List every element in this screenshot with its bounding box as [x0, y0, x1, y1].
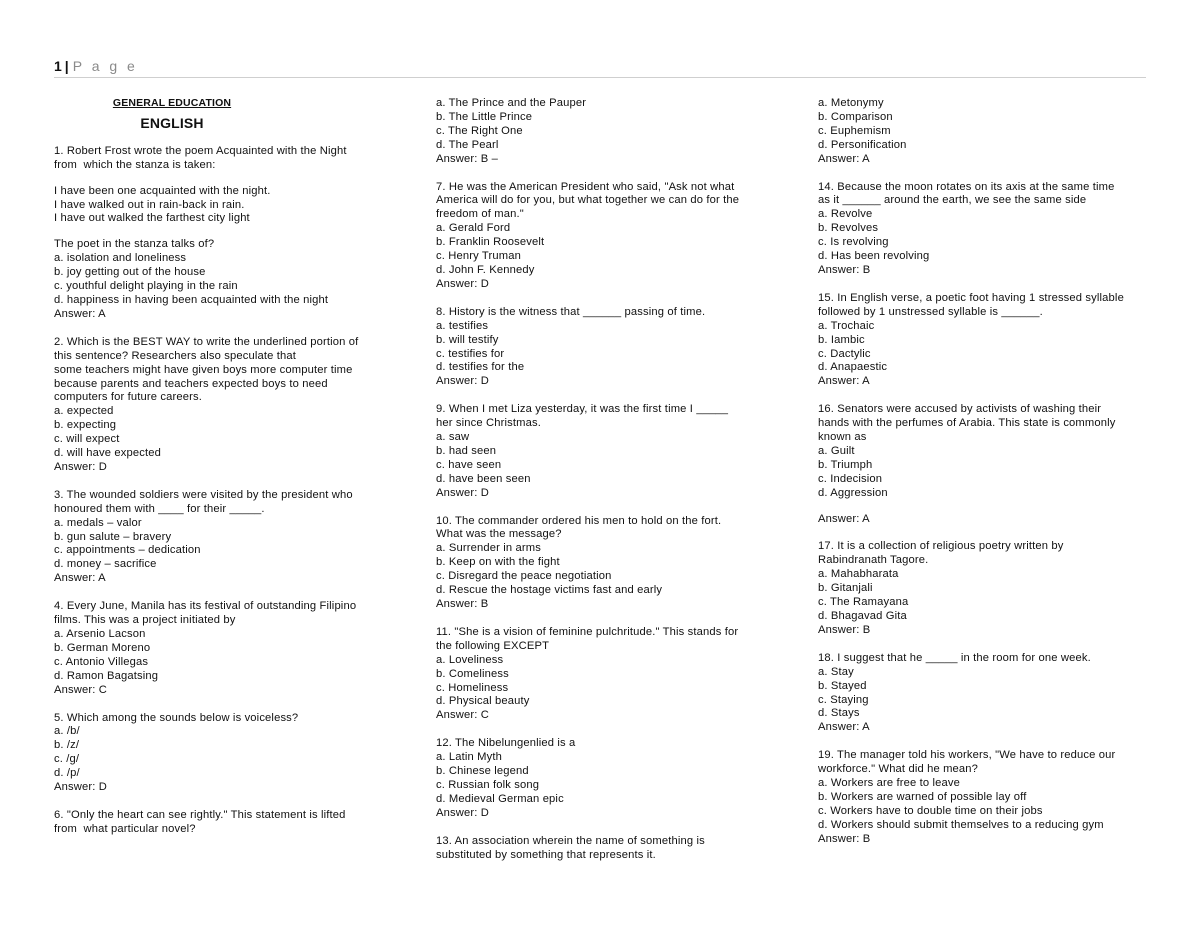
poem-stanza [54, 185, 384, 227]
answer-key: Answer: D [436, 806, 489, 819]
question-text: 1. Robert Frost wrote the poem Acquainted with the Night [54, 144, 347, 157]
answer-option: d. Ramon Bagatsing [54, 669, 159, 682]
answer-option: b. /z/ [54, 739, 80, 752]
answer-option: b. Franklin Roosevelt [436, 236, 545, 249]
answer-option: b. The Little Prince [436, 110, 533, 123]
question-text: computers for future careers. [54, 391, 202, 404]
poem-line: I have out walked the farthest city light [54, 212, 250, 225]
answer-key: Answer: D [436, 486, 489, 499]
answer-option: b. Comparison [818, 110, 893, 123]
question-6-stem [54, 809, 384, 837]
answer-option: a. Arsenio Lacson [54, 628, 146, 640]
question-text: this sentence? Researchers also speculate that [54, 349, 296, 362]
answer-key: Answer: A [818, 721, 870, 734]
question-text: from what particular novel? [54, 822, 196, 835]
answer-option: c. Antonio Villegas [54, 655, 149, 668]
question-text: 6. "Only the heart can see rightly." This statement is lifted [54, 808, 346, 821]
answer-key: Answer: D [436, 375, 489, 388]
question-8 [436, 306, 776, 389]
poem-line: I have been one acquainted with the night. [54, 184, 271, 197]
answer-option: a. /b/ [54, 725, 80, 738]
question-9 [436, 403, 776, 500]
answer-option: b. joy getting out of the house [54, 266, 206, 279]
answer-option: b. Iambic [818, 333, 865, 346]
answer-option: d. have been seen [436, 472, 531, 485]
answer-option: d. John F. Kennedy [436, 263, 535, 276]
question-text: 18. I suggest that he _____ in the room for one week. [818, 651, 1091, 664]
question-6-options [436, 97, 776, 167]
question-13-options [818, 97, 1148, 167]
answer-option: c. Disregard the peace negotiation [436, 570, 612, 583]
question-text: 13. An association wherein the name of something is [436, 834, 705, 847]
question-text: 9. When I met Liza yesterday, it was the first time I _____ [436, 403, 729, 416]
answer-option: a. saw [436, 431, 470, 444]
answer-option: d. Has been revolving [818, 250, 930, 263]
column-1 [54, 97, 384, 851]
question-text: 2. Which is the BEST WAY to write the underlined portion of [54, 335, 359, 348]
answer-option: d. Personification [818, 138, 907, 151]
answer-option: c. have seen [436, 458, 502, 471]
question-11 [436, 626, 776, 723]
answer-option: c. youthful delight playing in the rain [54, 280, 238, 293]
question-15 [818, 292, 1148, 389]
answer-key: Answer: B – [436, 152, 498, 165]
question-text: workforce." What did he mean? [818, 763, 979, 776]
answer-option: a. medals – valor [54, 516, 142, 529]
page-number: 1 [54, 58, 62, 74]
question-text: substituted by something that represents it. [436, 848, 656, 861]
question-text: films. This was a project initiated by [54, 614, 236, 627]
answer-option: a. Stay [818, 665, 854, 678]
answer-option: a. expected [54, 405, 114, 418]
question-prompt: The poet in the stanza talks of? [54, 238, 215, 251]
question-text: 4. Every June, Manila has its festival of outstanding Filipino [54, 600, 357, 613]
question-text: Rabindranath Tagore. [818, 554, 929, 567]
answer-option: a. The Prince and the Pauper [436, 97, 587, 109]
column-3 [818, 97, 1148, 861]
question-text: freedom of man." [436, 208, 524, 221]
question-text: as it ______ around the earth, we see the same side [818, 194, 1087, 207]
answer-option: d. Physical beauty [436, 695, 530, 708]
question-text: hands with the perfumes of Arabia. This state is commonly [818, 417, 1116, 430]
answer-key: Answer: B [818, 263, 871, 276]
question-text: known as [818, 431, 867, 444]
answer-key: Answer: A [818, 152, 870, 165]
answer-option: a. Metonymy [818, 97, 884, 109]
question-14 [818, 181, 1148, 278]
answer-option: b. Keep on with the fight [436, 556, 560, 569]
answer-option: b. expecting [54, 419, 117, 432]
question-1 [54, 145, 384, 322]
answer-option: b. Stayed [818, 679, 867, 692]
answer-option: c. Henry Truman [436, 250, 521, 263]
column-2 [436, 97, 776, 877]
answer-option: b. Workers are warned of possible lay off [818, 790, 1027, 803]
answer-key: Answer: D [436, 277, 489, 290]
answer-key: Answer: A [818, 512, 870, 525]
question-10 [436, 515, 776, 612]
answer-option: a. Loveliness [436, 653, 504, 666]
subject-title: ENGLISH [140, 114, 204, 131]
answer-option: c. Russian folk song [436, 778, 540, 791]
answer-option: c. testifies for [436, 347, 505, 360]
answer-key: Answer: A [54, 307, 106, 320]
answer-option: b. had seen [436, 444, 497, 457]
question-text: 12. The Nibelungenlied is a [436, 737, 576, 750]
answer-option: c. Euphemism [818, 124, 891, 137]
answer-option: a. Surrender in arms [436, 542, 541, 555]
answer-key: Answer: D [54, 460, 107, 473]
question-text: 8. History is the witness that ______ passing of time. [436, 305, 706, 318]
answer-option: c. Is revolving [818, 236, 889, 249]
answer-key: Answer: B [818, 623, 871, 636]
question-text: America will do for you, but what together we can do for the [436, 194, 740, 207]
answer-key: Answer: B [818, 832, 871, 845]
answer-option: c. will expect [54, 433, 120, 446]
answer-option: b. Triumph [818, 458, 873, 471]
question-16 [818, 403, 1148, 526]
answer-option: d. testifies for the [436, 361, 525, 374]
question-text: 17. It is a collection of religious poetry written by [818, 540, 1064, 553]
question-19 [818, 749, 1148, 846]
question-2 [54, 336, 384, 475]
question-12 [436, 737, 776, 820]
answer-option: d. happiness in having been acquainted with the night [54, 293, 329, 306]
answer-option: c. appointments – dedication [54, 544, 201, 557]
poem-line: I have walked out in rain-back in rain. [54, 198, 245, 211]
answer-option: a. Guilt [818, 444, 855, 457]
answer-option: d. will have expected [54, 447, 162, 460]
question-text: 14. Because the moon rotates on its axis at the same time [818, 180, 1115, 193]
question-text: from which the stanza is taken: [54, 158, 216, 171]
question-text: the following EXCEPT [436, 639, 550, 652]
answer-key: Answer: D [54, 781, 107, 794]
answer-option: c. Homeliness [436, 681, 509, 694]
answer-option: c. /g/ [54, 753, 80, 766]
answer-option: c. Indecision [818, 472, 883, 485]
answer-key: Answer: C [436, 709, 489, 722]
answer-option: c. The Ramayana [818, 596, 909, 609]
question-text: What was the message? [436, 528, 562, 541]
answer-option: a. Latin Myth [436, 751, 502, 764]
answer-option: b. German Moreno [54, 641, 151, 654]
answer-key: Answer: A [818, 375, 870, 388]
answer-option: d. The Pearl [436, 138, 499, 151]
answer-key: Answer: A [54, 572, 106, 585]
answer-option: d. Rescue the hostage victims fast and early [436, 584, 663, 597]
question-text: 3. The wounded soldiers were visited by the president who [54, 488, 353, 501]
page-header [54, 57, 1146, 78]
answer-option: a. Revolve [818, 208, 873, 221]
answer-option: b. Revolves [818, 222, 879, 235]
answer-option: c. Staying [818, 693, 869, 706]
section-heading: GENERAL EDUCATION [112, 97, 232, 109]
page-separator: | [64, 58, 69, 74]
question-text: 16. Senators were accused by activists of washing their [818, 403, 1102, 416]
question-text: followed by 1 unstressed syllable is ______. [818, 305, 1043, 318]
answer-option: d. Stays [818, 707, 860, 720]
question-text: some teachers might have given boys more computer time [54, 363, 353, 376]
answer-option: d. Medieval German epic [436, 792, 564, 805]
answer-option: c. Workers have to double time on their jobs [818, 804, 1043, 817]
question-5 [54, 712, 384, 795]
question-text: 11. "She is a vision of feminine pulchritude." This stands for [436, 625, 739, 638]
answer-option: b. will testify [436, 333, 499, 346]
answer-option: c. Dactylic [818, 347, 871, 360]
answer-option: a. Workers are free to leave [818, 777, 961, 790]
question-3 [54, 489, 384, 586]
question-text: because parents and teachers expected boys to need [54, 377, 328, 390]
answer-option: b. Gitanjali [818, 582, 873, 595]
answer-option: a. isolation and loneliness [54, 252, 187, 265]
answer-option: b. Comeliness [436, 667, 509, 680]
answer-option: d. Workers should submit themselves to a reducing gym [818, 818, 1104, 831]
answer-option: d. Bhagavad Gita [818, 610, 907, 622]
question-7 [436, 181, 776, 292]
answer-option: a. testifies [436, 319, 489, 332]
answer-option: d. Anapaestic [818, 361, 888, 374]
answer-option: c. The Right One [436, 124, 523, 137]
answer-option: d. /p/ [54, 767, 80, 780]
question-text: her since Christmas. [436, 417, 541, 430]
question-text: honoured them with ____ for their _____. [54, 502, 265, 515]
answer-option: b. Chinese legend [436, 765, 529, 778]
question-13-stem [436, 835, 776, 863]
answer-option: a. Gerald Ford [436, 222, 511, 235]
answer-key: Answer: B [436, 598, 489, 610]
answer-option: a. Trochaic [818, 319, 875, 332]
answer-option: d. Aggression [818, 486, 888, 499]
question-17 [818, 540, 1148, 637]
answer-option: d. money – sacrifice [54, 558, 157, 571]
page-label: P a g e [72, 58, 138, 74]
question-18 [818, 652, 1148, 735]
answer-option: b. gun salute – bravery [54, 530, 172, 543]
question-text: 5. Which among the sounds below is voiceless? [54, 711, 299, 724]
question-text: 7. He was the American President who said, "Ask not what [436, 180, 735, 193]
question-text: 15. In English verse, a poetic foot having 1 stressed syllable [818, 291, 1124, 304]
answer-option: a. Mahabharata [818, 568, 899, 581]
question-4 [54, 600, 384, 697]
question-text: 19. The manager told his workers, "We have to reduce our [818, 749, 1116, 762]
answer-key: Answer: C [54, 683, 107, 696]
question-text: 10. The commander ordered his men to hold on the fort. [436, 514, 722, 527]
